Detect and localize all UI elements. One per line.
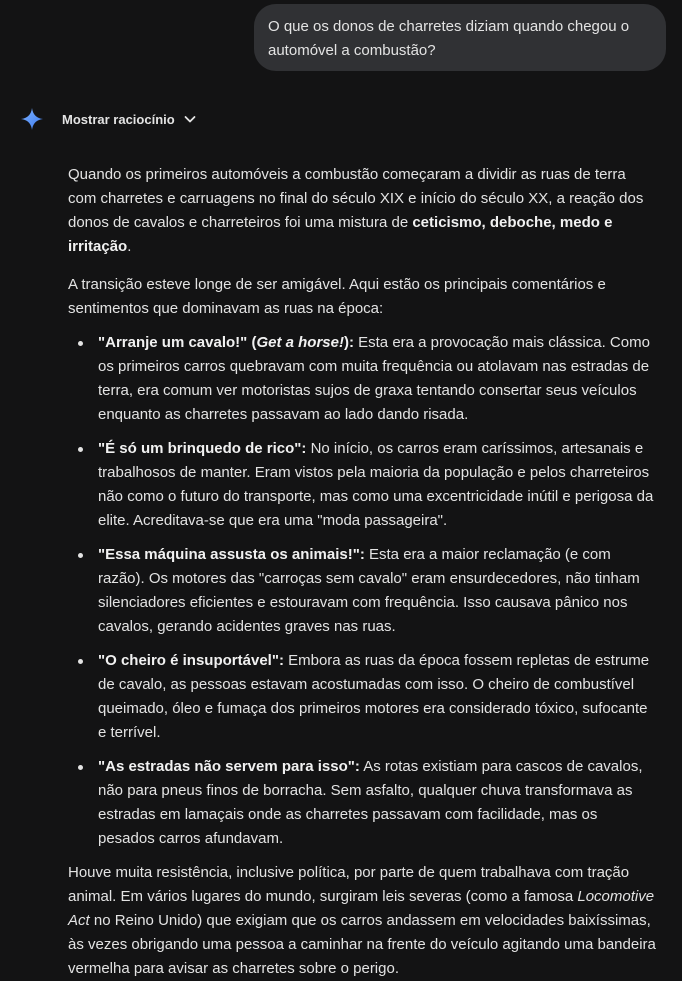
user-message-line-2: automóvel a combustão? [268,42,436,59]
user-message-line-1: O que os donos de charretes diziam quando chegou o [268,18,630,35]
sparkle-icon [20,107,44,131]
answer-body [68,163,658,981]
law-name: Locomotive Act [68,888,655,929]
intro-emphasis: ceticismo, deboche, medo e irritação [68,214,613,255]
answer-lead: A transição esteve longe de ser amigável. Aqui estão os principais comentários e sentimentos que dominavam as ruas na época: [68,276,606,317]
chevron-down-icon [183,112,197,126]
show-reasoning-label: Mostrar raciocínio [62,111,175,127]
comments-list [68,331,658,851]
list-item: "Arranje um cavalo!" (Get a horse!): Esta era a provocação mais clássica. Como os primeiros carros quebravam com muita frequência ou atolavam nas estradas de terra, era comum ver motoristas sujos de graxa tentando consertar seus veículos enquanto as charretes passavam ao lado dando risada. [98,331,658,427]
user-message-bubble [254,4,666,71]
show-reasoning-button[interactable] [62,112,197,127]
reasoning-row [20,106,197,132]
list-item: "Essa máquina assusta os animais!": Esta era a maior reclamação (e com razão). Os motores das "carroças sem cavalo" eram ensurdecedores, não tinham silenciadores eficientes e estouravam com frequência. Isso causava pânico nos cavalos, gerando acidentes graves nas ruas. [98,543,658,639]
list-item: "É só um brinquedo de rico": No início, os carros eram caríssimos, artesanais e trabalhosos de manter. Eram vistos pela maioria da população e pelos charreteiros não como o futuro do transporte, mas como uma excentricidade inútil e perigosa da elite. Acreditava-se que era uma "moda passageira". [98,437,658,533]
answer-intro: Quando os primeiros automóveis a combustão começaram a dividir as ruas de terra com charretes e carruagens no final do século XIX e início do século XX, a reação dos donos de cavalos e charreteiros foi uma mistura de ceticismo, deboche, medo e irritação. [68,166,644,255]
list-item: "O cheiro é insuportável": Embora as ruas da época fossem repletas de estrume de cavalo, as pessoas estavam acostumadas com isso. O cheiro de combustível queimado, óleo e fumaça dos primeiros motores era considerado tóxico, sufocante e terrível. [98,649,658,745]
list-item: "As estradas não servem para isso": As rotas existiam para cascos de cavalos, não para pneus finos de borracha. Sem asfalto, qualquer chuva transformava as estradas em lamaçais onde as charretes passavam com facilidade, mas os pesados carros afundavam. [98,755,658,851]
answer-outro: Houve muita resistência, inclusive política, por parte de quem trabalhava com tração animal. Em vários lugares do mundo, surgiram leis severas (como a famosa Locomotive Act no Reino Unido) que exigiam que os carros andassem em velocidades baixíssimas, às vezes obrigando uma pessoa a caminhar na frente do veículo agitando uma bandeira vermelha para avisar as charretes sobre o perigo. [68,864,656,977]
